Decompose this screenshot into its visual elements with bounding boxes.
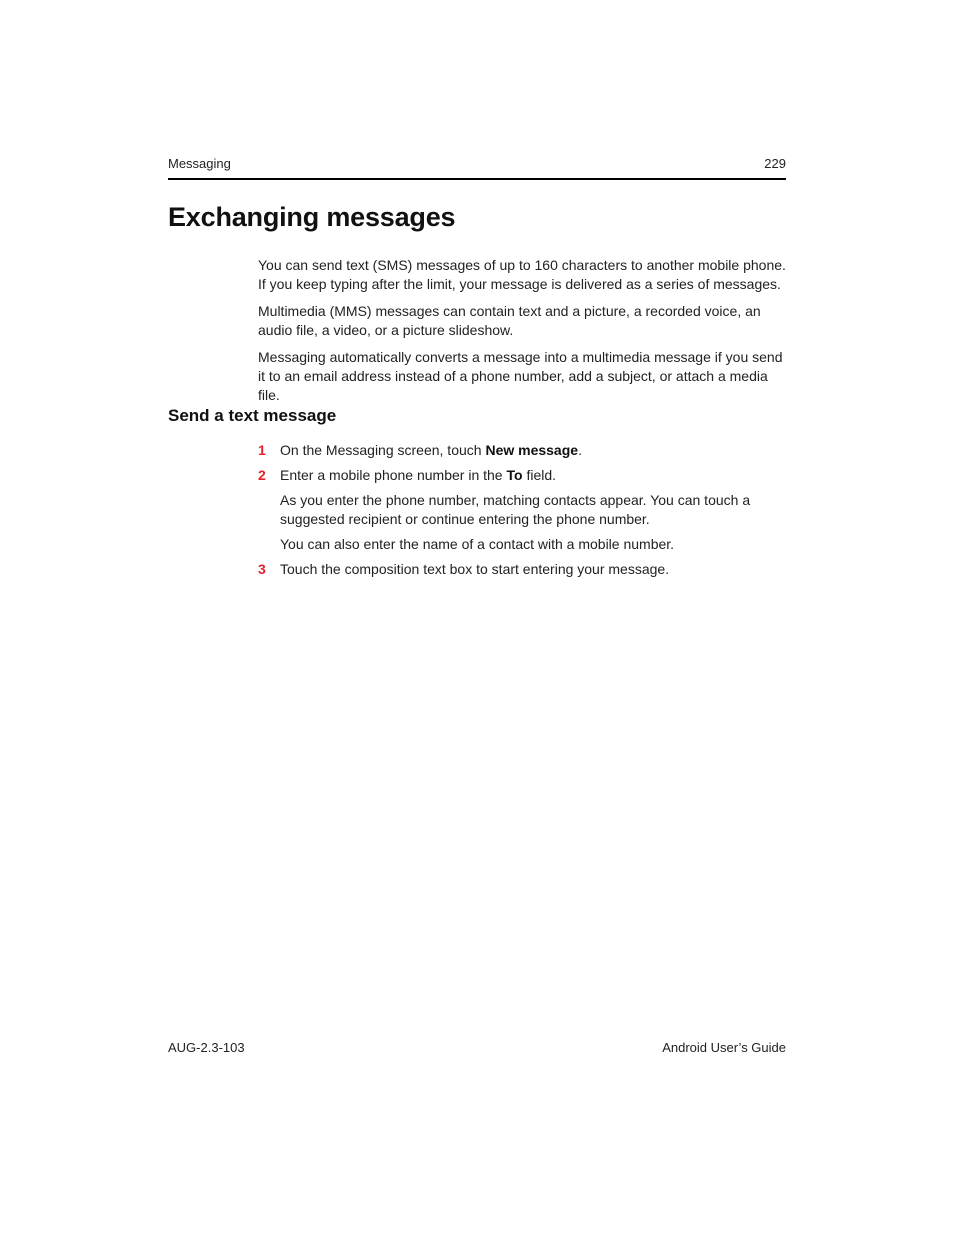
step-text-part: . (578, 442, 582, 458)
step-item (258, 441, 788, 460)
step-text-part: On the Messaging screen, touch (280, 442, 486, 458)
running-header (168, 154, 786, 180)
header-page-number: 229 (764, 156, 786, 171)
intro-paragraph: You can send text (SMS) messages of up to 160 characters to another mobile phone. If you keep typing after the limit, your message is delivered as a series of messages. (258, 257, 786, 292)
intro-paragraph: Messaging automatically converts a message into a multimedia message if you send it to an email address instead of a phone number, add a subject, or attach a media file. (258, 349, 783, 403)
step-number: 1 (258, 442, 266, 458)
step-text (280, 441, 788, 460)
ui-label-to: To (506, 467, 523, 483)
step-number: 3 (258, 561, 266, 577)
page-title: Exchanging messages (168, 202, 456, 232)
step-item (258, 466, 788, 554)
section-title: Send a text message (168, 406, 337, 425)
intro-paragraph: Multimedia (MMS) messages can contain text and a picture, a recorded voice, an audio file, a video, or a picture slideshow. (258, 303, 761, 338)
footer-doc-id: AUG-2.3-103 (168, 1040, 245, 1055)
step-note: As you enter the phone number, matching contacts appear. You can touch a suggested recipient or continue entering the phone number. (280, 492, 751, 527)
step-text-part: field. (522, 467, 557, 483)
step-text (280, 466, 788, 485)
intro-text (258, 256, 788, 413)
step-note: You can also enter the name of a contact with a mobile number. (280, 536, 675, 552)
ui-label-new-message: New message (485, 442, 579, 458)
footer-guide-title: Android User’s Guide (662, 1040, 786, 1055)
step-text: Touch the composition text box to start entering your message. (280, 561, 670, 577)
steps-list (258, 441, 788, 585)
step-number: 2 (258, 467, 266, 483)
step-item (258, 560, 788, 579)
header-section-name: Messaging (168, 156, 231, 171)
step-text-part: Enter a mobile phone number in the (280, 467, 507, 483)
